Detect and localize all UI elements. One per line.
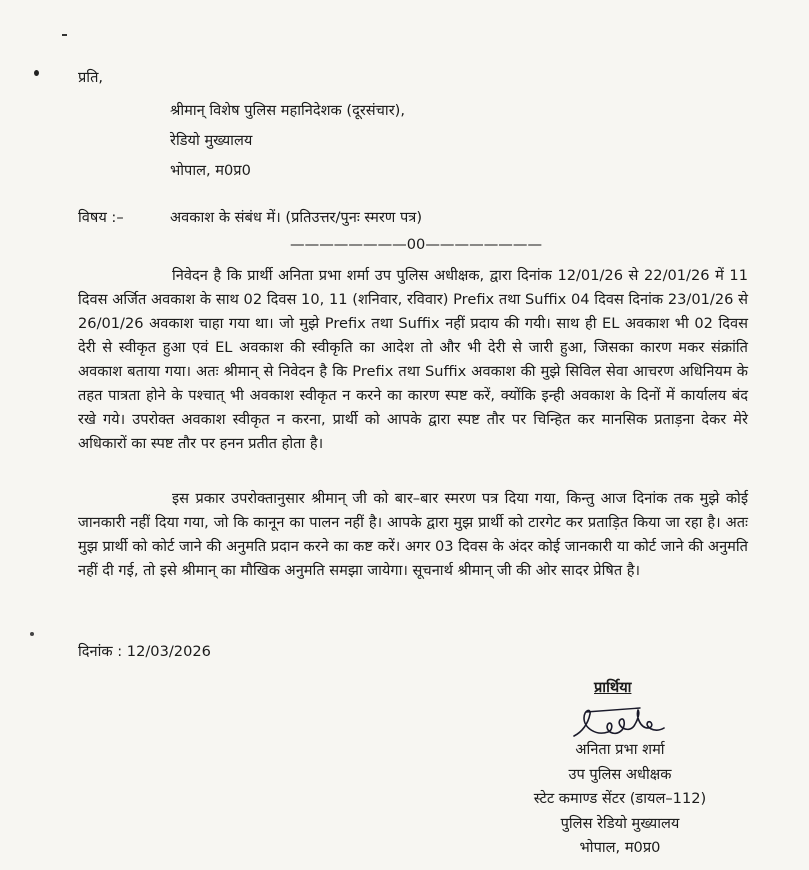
signature-block	[470, 738, 770, 861]
address-line: रेडियो मुख्यालय	[170, 132, 253, 149]
paragraph-text: निवेदन है कि प्रार्थी अनिता प्रभा शर्मा उप पुलिस अधीक्षक, द्वारा दिनांक 12/01/26 से 22/01/26 में 11 दिवस अर्जित अवकाश के साथ 02 दिवस 10, 11 (शनिवार, रविवार) Prefix तथा Suffix 04 दिवस दिनांक 23/01/26 से 26/01/26 अवकाश चाहा गया था। जो मुझे Prefix तथा Suffix नहीं प्रदाय की गयी। साथ ही EL अवकाश भी 02 दिवस देरी से स्वीकृत हुआ एवं EL अवकाश की स्वीकृति का आदेश तो और भी देरी से जारी हुआ, जिसका कारण मकर संक्रांति अवकाश बताया गया। अतः श्रीमान् से निवेदन है कि Prefix तथा Suffix अवकाश की मुझे सिविल सेवा आचरण अधिनियम के तहत पात्रता होने के पश्चात् भी अवकाश स्वीकृत न करने का कारण स्पष्ट करें, क्योंकि इन्ही अवकाश के दिनों में कार्यालय बंद रखे गये। उपरोक्त अवकाश स्वीकृत न करना, प्रार्थी को आपके द्वारा स्पष्ट तौर पर चिन्हित कर मानसिक प्रताड़ना देकर मेरे अधिकारों का स्पष्ट तौर पर हनन प्रतीत होता है।	[78, 267, 748, 452]
signatory-department: पुलिस रेडियो मुख्यालय	[560, 814, 680, 832]
applicant-heading: प्रार्थिया	[594, 679, 632, 696]
signatory-name: अनिता प्रभा शर्मा	[575, 741, 665, 758]
signatory-office: स्टेट कमाण्ड सेंटर (डायल–112)	[533, 790, 707, 807]
letter-date: दिनांक : 12/03/2026	[78, 643, 211, 660]
subject-label: विषय :–	[78, 209, 124, 226]
recipient-address	[170, 96, 405, 186]
address-line: श्रीमान् विशेष पुलिस महानिदेशक (दूरसंचार),	[170, 102, 405, 119]
body-paragraph-2	[78, 487, 748, 583]
signatory-designation: उप पुलिस अधीक्षक	[568, 765, 672, 783]
subject-text: अवकाश के संबंध में। (प्रतिउत्तर/पुनः स्मरण पत्र)	[170, 209, 423, 226]
scan-mark	[62, 34, 67, 36]
paragraph-text: इस प्रकार उपरोक्तानुसार श्रीमान् जी को बार–बार स्मरण पत्र दिया गया, किन्तु आज दिनांक तक मुझे कोई जानकारी नहीं दिया गया, जो कि कानून का पालन नहीं है। आपके द्वारा मुझ प्रार्थी को टारगेट कर प्रताड़ित किया जा रहा है। अतः मुझ प्रार्थी को कोर्ट जाने की अनुमति प्रदान करने का कष्ट करें। अगर 03 दिवस के अंदर कोई जानकारी या कोर्ट जाने की अनुमति नहीं दी गई, तो इसे श्रीमान् का मौखिक अनुमति समझा जायेगा। सूचनार्थ श्रीमान् जी की ओर सादर प्रेषित है।	[78, 490, 748, 579]
address-line: भोपाल, म0प्र0	[170, 162, 251, 179]
signatory-city: भोपाल, म0प्र0	[579, 839, 661, 856]
salutation: प्रति,	[78, 69, 104, 86]
body-paragraph-1	[78, 264, 748, 456]
divider: ————————00————————	[290, 236, 543, 253]
scan-mark	[30, 632, 34, 636]
scan-mark	[34, 70, 39, 76]
